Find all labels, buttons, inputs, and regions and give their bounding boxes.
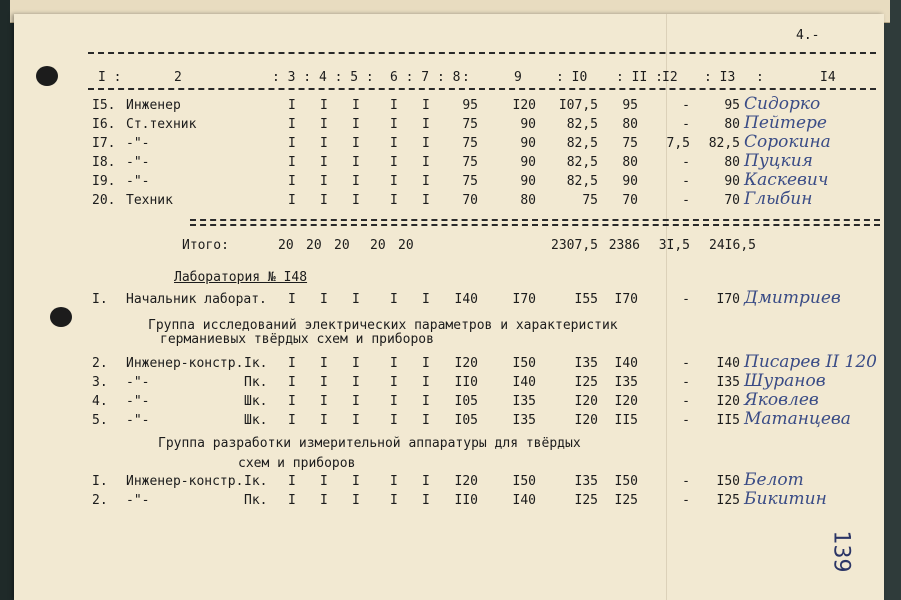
row-a-1-c11: 80 (622, 117, 638, 132)
row-a-3-c3: I (288, 155, 296, 170)
sheet-number-stamp: 139 (828, 530, 854, 573)
group1-row-3-category: Шк. (244, 413, 268, 428)
group1-row-3-signature: Матанцева (744, 409, 851, 429)
document-page (14, 14, 884, 600)
group1-row-2-c8: I05 (454, 394, 478, 409)
row-a-3-signature: Пуцкия (744, 151, 813, 171)
row-a-4-c6: I (390, 174, 398, 189)
lab-head-number: I. (92, 292, 108, 307)
group1-row-2-category: Шк. (244, 394, 268, 409)
lab-head-c10: I55 (574, 292, 598, 307)
total-c10: 2307,5 (551, 238, 598, 253)
lab-head-c4: I (320, 292, 328, 307)
row-a-4-c9: 90 (520, 174, 536, 189)
group1-row-1-c4: I (320, 375, 328, 390)
header-cell-2: : 3 : 4 : 5 : (272, 70, 374, 85)
row-a-0-c10: I07,5 (558, 98, 598, 113)
group2-row-0-c3: I (288, 474, 296, 489)
row-a-1-c3: I (288, 117, 296, 132)
row-a-2-c3: I (288, 136, 296, 151)
total-c13: 24I6,5 (709, 238, 756, 253)
group2-row-1-c9: I40 (512, 493, 536, 508)
row-a-2-c8: 75 (462, 136, 478, 151)
group1-title-line2: германиевых твёрдых схем и приборов (160, 332, 434, 347)
lab-head-c7: I (422, 292, 430, 307)
lab-head-c3: I (288, 292, 296, 307)
row-a-3-c13: 80 (724, 155, 740, 170)
row-a-5-c5: I (352, 193, 360, 208)
lab-head-c13: I70 (716, 292, 740, 307)
group1-row-3-c6: I (390, 413, 398, 428)
row-a-3-c4: I (320, 155, 328, 170)
lab-head-c11: I70 (614, 292, 638, 307)
group1-row-3-c7: I (422, 413, 430, 428)
group1-row-0-c5: I (352, 356, 360, 371)
row-a-2-c10: 82,5 (566, 136, 598, 151)
group2-row-0-c7: I (422, 474, 430, 489)
row-a-0-c9: I20 (512, 98, 536, 113)
row-a-5-number: 20. (92, 193, 116, 208)
row-a-0-c13: 95 (724, 98, 740, 113)
row-a-3-c9: 90 (520, 155, 536, 170)
group1-row-3-c4: I (320, 413, 328, 428)
total-rule-1 (190, 219, 880, 221)
row-a-2-c9: 90 (520, 136, 536, 151)
header-cell-0: I : (98, 70, 122, 85)
group2-row-1-c13: I25 (716, 493, 740, 508)
row-a-5-c8: 70 (462, 193, 478, 208)
group1-row-2-c9: I35 (512, 394, 536, 409)
row-a-1-c4: I (320, 117, 328, 132)
row-a-1-c9: 90 (520, 117, 536, 132)
group2-row-1-number: 2. (92, 493, 108, 508)
header-cell-9: : I3 (704, 70, 736, 85)
group1-row-1-signature: Шуранов (744, 371, 826, 391)
row-a-0-c7: I (422, 98, 430, 113)
row-a-2-title: -"- (126, 136, 150, 151)
group1-row-1-c3: I (288, 375, 296, 390)
group1-row-0-c12: - (682, 356, 690, 371)
lab-head-c6: I (390, 292, 398, 307)
group1-row-0-c10: I35 (574, 356, 598, 371)
row-a-3-c10: 82,5 (566, 155, 598, 170)
group1-row-2-number: 4. (92, 394, 108, 409)
group1-row-3-c10: I20 (574, 413, 598, 428)
lab-head-signature: Дмитриев (744, 288, 841, 308)
group1-row-3-c13: II5 (716, 413, 740, 428)
group1-row-1-c10: I25 (574, 375, 598, 390)
total-c5: 20 (334, 238, 350, 253)
row-a-1-c13: 80 (724, 117, 740, 132)
row-a-4-number: I9. (92, 174, 116, 189)
row-a-0-c11: 95 (622, 98, 638, 113)
group1-row-0-c11: I40 (614, 356, 638, 371)
row-a-2-signature: Сорокина (744, 132, 831, 152)
row-a-0-c8: 95 (462, 98, 478, 113)
group1-row-2-c10: I20 (574, 394, 598, 409)
row-a-1-c7: I (422, 117, 430, 132)
group1-row-1-c9: I40 (512, 375, 536, 390)
lab-head-c5: I (352, 292, 360, 307)
row-a-0-title: Инженер (126, 98, 181, 113)
row-a-1-signature: Пейтере (744, 113, 827, 133)
row-a-3-c7: I (422, 155, 430, 170)
group1-row-2-c7: I (422, 394, 430, 409)
group1-row-1-title: -"- (126, 375, 150, 390)
header-cell-7: : II : (616, 70, 663, 85)
lab-head-c8: I40 (454, 292, 478, 307)
group1-row-2-title: -"- (126, 394, 150, 409)
group2-row-0-c5: I (352, 474, 360, 489)
row-a-3-c8: 75 (462, 155, 478, 170)
row-a-0-c5: I (352, 98, 360, 113)
punch-hole-middle (50, 307, 72, 327)
row-a-5-c13: 70 (724, 193, 740, 208)
group2-row-1-c5: I (352, 493, 360, 508)
group2-row-0-c8: I20 (454, 474, 478, 489)
group2-title-line2: схем и приборов (238, 456, 356, 471)
lab-title: Лаборатория № I48 (174, 270, 308, 285)
row-a-4-c13: 90 (724, 174, 740, 189)
row-a-2-c4: I (320, 136, 328, 151)
group1-row-2-c4: I (320, 394, 328, 409)
group1-row-1-category: Пк. (244, 375, 268, 390)
group2-row-0-category: Iк. (244, 474, 268, 489)
row-a-4-c4: I (320, 174, 328, 189)
row-a-4-title: -"- (126, 174, 150, 189)
header-cell-6: : I0 (556, 70, 588, 85)
group2-row-1-signature: Бикитин (744, 489, 827, 509)
row-a-3-title: -"- (126, 155, 150, 170)
header-cell-8: I2 (662, 70, 678, 85)
row-a-0-number: I5. (92, 98, 116, 113)
row-a-5-c11: 70 (622, 193, 638, 208)
group1-row-3-c5: I (352, 413, 360, 428)
group2-row-0-signature: Белот (744, 470, 804, 490)
header-dashed-rule-bottom (88, 88, 876, 90)
group2-row-0-c11: I50 (614, 474, 638, 489)
group1-row-1-c11: I35 (614, 375, 638, 390)
group2-row-0-c10: I35 (574, 474, 598, 489)
group2-row-0-c13: I50 (716, 474, 740, 489)
header-dashed-rule-top (88, 52, 876, 54)
header-cell-10: : (756, 70, 764, 85)
row-a-2-c11: 75 (622, 136, 638, 151)
row-a-0-c6: I (390, 98, 398, 113)
row-a-2-c13: 82,5 (708, 136, 740, 151)
group1-row-3-title: -"- (126, 413, 150, 428)
header-cell-4: : (462, 70, 470, 85)
group2-row-1-c12: - (682, 493, 690, 508)
group1-row-3-c3: I (288, 413, 296, 428)
group2-row-0-c4: I (320, 474, 328, 489)
row-a-4-c11: 90 (622, 174, 638, 189)
row-a-3-c6: I (390, 155, 398, 170)
total-c11: 2386 (608, 238, 640, 253)
row-a-1-c8: 75 (462, 117, 478, 132)
lab-head-c9: I70 (512, 292, 536, 307)
row-a-5-c6: I (390, 193, 398, 208)
group1-row-3-number: 5. (92, 413, 108, 428)
group1-row-2-c13: I20 (716, 394, 740, 409)
row-a-0-c12: - (682, 98, 690, 113)
group1-row-2-signature: Яковлев (744, 390, 819, 410)
header-cell-3: 6 : 7 : 8 (390, 70, 461, 85)
total-c6: 20 (370, 238, 386, 253)
group1-row-2-c3: I (288, 394, 296, 409)
group1-row-0-title: Инженер-констр. (126, 356, 244, 371)
group2-row-1-c10: I25 (574, 493, 598, 508)
row-a-1-c6: I (390, 117, 398, 132)
total-c3: 20 (278, 238, 294, 253)
row-a-1-c10: 82,5 (566, 117, 598, 132)
group2-row-1-category: Пк. (244, 493, 268, 508)
row-a-2-c6: I (390, 136, 398, 151)
row-a-1-c5: I (352, 117, 360, 132)
group1-row-1-c6: I (390, 375, 398, 390)
row-a-4-c12: - (682, 174, 690, 189)
row-a-5-title: Техник (126, 193, 173, 208)
row-a-1-number: I6. (92, 117, 116, 132)
group2-row-1-c7: I (422, 493, 430, 508)
row-a-2-c12: 7,5 (666, 136, 690, 151)
group1-row-2-c11: I20 (614, 394, 638, 409)
group2-row-1-c11: I25 (614, 493, 638, 508)
group1-row-0-c3: I (288, 356, 296, 371)
group1-title-line1: Группа исследований электрических параметров и характеристик (148, 318, 618, 333)
group2-row-1-c3: I (288, 493, 296, 508)
group2-row-1-c6: I (390, 493, 398, 508)
header-cell-11: I4 (820, 70, 836, 85)
row-a-0-c3: I (288, 98, 296, 113)
row-a-3-number: I8. (92, 155, 116, 170)
group1-row-3-c8: I05 (454, 413, 478, 428)
row-a-5-c4: I (320, 193, 328, 208)
row-a-4-c5: I (352, 174, 360, 189)
lab-head-c12: - (682, 292, 690, 307)
group1-row-0-signature: Писарев II 120 (744, 352, 877, 372)
group1-row-2-c5: I (352, 394, 360, 409)
group1-row-0-c13: I40 (716, 356, 740, 371)
row-a-3-c11: 80 (622, 155, 638, 170)
group1-row-0-category: Iк. (244, 356, 268, 371)
row-a-2-c7: I (422, 136, 430, 151)
row-a-0-c4: I (320, 98, 328, 113)
group1-row-1-c7: I (422, 375, 430, 390)
group1-row-3-c9: I35 (512, 413, 536, 428)
row-a-5-c10: 75 (582, 193, 598, 208)
page-fold (666, 14, 667, 600)
row-a-5-c3: I (288, 193, 296, 208)
header-cell-5: 9 (514, 70, 522, 85)
total-c12: 3I,5 (658, 238, 690, 253)
group2-row-0-c9: I50 (512, 474, 536, 489)
total-c4: 20 (306, 238, 322, 253)
group1-row-1-c5: I (352, 375, 360, 390)
row-a-4-signature: Каскевич (744, 170, 829, 190)
row-a-5-c7: I (422, 193, 430, 208)
total-c7: 20 (398, 238, 414, 253)
group1-row-2-c12: - (682, 394, 690, 409)
group2-row-1-title: -"- (126, 493, 150, 508)
row-a-1-title: Ст.техник (126, 117, 197, 132)
group1-row-0-c4: I (320, 356, 328, 371)
row-a-3-c5: I (352, 155, 360, 170)
total-rule-2 (190, 224, 880, 226)
group1-row-1-c12: - (682, 375, 690, 390)
group1-row-0-c6: I (390, 356, 398, 371)
group2-row-1-c4: I (320, 493, 328, 508)
row-a-4-c7: I (422, 174, 430, 189)
row-a-4-c8: 75 (462, 174, 478, 189)
group1-row-0-c7: I (422, 356, 430, 371)
row-a-4-c10: 82,5 (566, 174, 598, 189)
punch-hole-top (36, 66, 58, 86)
row-a-0-signature: Сидорко (744, 94, 821, 114)
group1-row-0-c8: I20 (454, 356, 478, 371)
group2-row-0-c6: I (390, 474, 398, 489)
group2-row-1-c8: II0 (454, 493, 478, 508)
row-a-3-c12: - (682, 155, 690, 170)
row-a-5-signature: Глыбин (744, 189, 813, 209)
group1-row-3-c12: - (682, 413, 690, 428)
group1-row-2-c6: I (390, 394, 398, 409)
group1-row-0-number: 2. (92, 356, 108, 371)
group2-title-line1: Группа разработки измерительной аппаратуры для твёрдых (158, 436, 581, 451)
group1-row-0-c9: I50 (512, 356, 536, 371)
total-label: Итого: (182, 238, 229, 253)
group1-row-1-c13: I35 (716, 375, 740, 390)
page-number: 4.- (796, 28, 820, 43)
group1-row-3-c11: II5 (614, 413, 638, 428)
row-a-4-c3: I (288, 174, 296, 189)
group2-row-0-title: Инженер-констр. (126, 474, 244, 489)
group1-row-1-c8: II0 (454, 375, 478, 390)
header-cell-1: 2 (174, 70, 182, 85)
row-a-2-number: I7. (92, 136, 116, 151)
row-a-5-c9: 80 (520, 193, 536, 208)
row-a-2-c5: I (352, 136, 360, 151)
lab-head-title: Начальник лаборат. (126, 292, 267, 307)
row-a-1-c12: - (682, 117, 690, 132)
group1-row-1-number: 3. (92, 375, 108, 390)
group2-row-0-number: I. (92, 474, 108, 489)
group2-row-0-c12: - (682, 474, 690, 489)
row-a-5-c12: - (682, 193, 690, 208)
